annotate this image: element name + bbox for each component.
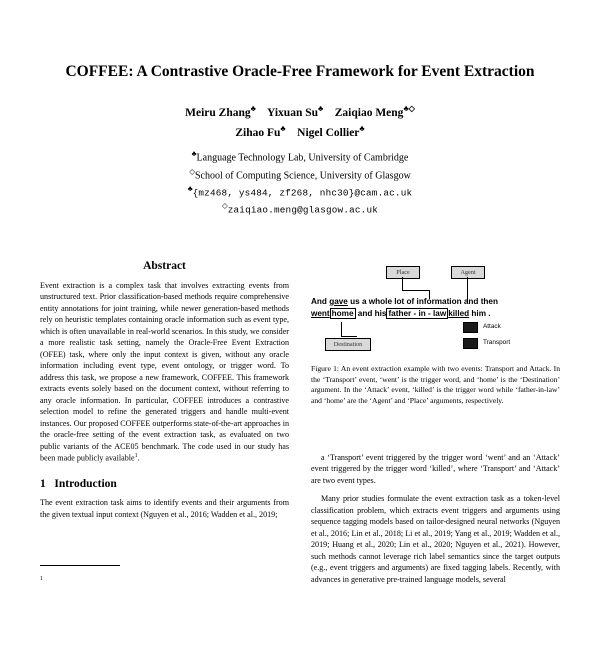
author-name: Yixuan Su: [266, 106, 318, 119]
sentence-token: And: [311, 297, 330, 306]
sentence-token-killed: killed: [448, 308, 470, 318]
author-name: Zaiqiao Meng: [334, 106, 404, 119]
author-affil-symbol: ♣: [359, 123, 365, 133]
affil-symbol: ◇: [221, 201, 228, 211]
figure-connector: [402, 277, 403, 290]
figure-caption: Figure 1: An event extraction example with two events: Transport and Attack. In the ‘Transport’ event, ‘went’ is the trigger word, and ‘home’ is the ‘Destination’ argument. In the ‘Attack’ event, ‘killed’ is the trigger word while ‘father-in-law’ and ‘home’ are the ‘Agent’ and ‘Place’ arguments, respectively.: [311, 364, 560, 405]
affiliations: [0, 148, 600, 217]
right-paragraph-2: Many prior studies formulate the event extraction task as a token-level classification problem, which extracts event triggers and arguments using sequence tagging models based on tailor-designed neural networks (Nguyen et al., 2016; Lin et al., 2018; Li et al., 2019; Yang et al., 2019; Wadden et al., 2019; Huang et al., 2020; Lin et al., 2020; Nguyen et al., 2021). However, such methods cannot leverage rich label semantics since the target outputs (e.g., event triggers and arguments) are fixed tagging labels. Recently, with advances in generative pre-trained language models, several: [311, 494, 560, 584]
right-paragraph-1: a ‘Transport’ event triggered by the trigger word ‘went’ and an ‘Attack’ event triggered by the trigger word ‘killed’, where ‘Transport’ and ‘Attack’ are two event types.: [311, 453, 560, 485]
affiliation-line: [0, 166, 600, 183]
author-name: Nigel Collier: [297, 126, 360, 139]
abstract-paragraph: [40, 280, 289, 464]
abstract-text-end: .: [137, 453, 140, 463]
sentence-token-father-in-law: father - in - law: [388, 308, 447, 318]
two-column-body: [40, 260, 560, 592]
affil-symbol: ♣: [191, 149, 197, 159]
abstract-heading: Abstract: [143, 260, 186, 272]
figure-1: [311, 260, 560, 405]
footnote-divider: [40, 565, 120, 566]
legend-swatch-attack: [463, 322, 478, 333]
author-line-2: [0, 123, 600, 143]
legend-label-transport: Transport: [483, 339, 511, 346]
author-affil-symbol: ♣: [280, 123, 286, 133]
author-line-1: [0, 103, 600, 123]
legend-label-attack: Attack: [483, 323, 501, 330]
figure-label-destination: Destination: [325, 338, 371, 351]
figure-connector: [341, 322, 342, 336]
sentence-token-gave: gave: [329, 297, 348, 306]
figure-sentence: [311, 296, 560, 320]
figure-label-place: Place: [386, 266, 420, 279]
affiliation-text: School of Computing Science, University of Glasgow: [194, 170, 411, 182]
figure-label-agent: Agent: [451, 266, 485, 279]
affil-symbol: ◇: [189, 166, 195, 176]
page-title: COFFEE: A Contrastive Oracle-Free Framework for Event Extraction: [65, 63, 535, 80]
email-line: [0, 200, 600, 217]
figure-connector: [341, 336, 357, 337]
left-column: [40, 260, 289, 592]
section-heading-introduction: [40, 478, 289, 490]
affiliation-line: [0, 148, 600, 165]
section-number: 1: [40, 478, 46, 491]
intro-paragraph: The event extraction task aims to identify events and their arguments from the given textual input context (Nguyen et al., 2016; Wadden et al., 2019;: [40, 498, 289, 519]
author-list: [0, 103, 600, 142]
footnote-number: 1: [40, 575, 43, 582]
email-line: [0, 183, 600, 200]
footnote: [40, 576, 289, 587]
author-affil-symbol: ♣: [250, 104, 256, 114]
footnote-marker: 1: [134, 453, 138, 460]
sentence-token-went: went: [311, 308, 330, 318]
paper-page: [0, 62, 600, 662]
right-column: [311, 260, 560, 592]
sentence-token: him .: [469, 308, 491, 318]
affil-symbol: ♣: [187, 184, 193, 194]
email-address: zaiqiao.meng@glasgow.ac.uk: [227, 204, 379, 216]
author-name: Zihao Fu: [235, 126, 281, 139]
author-name: Meiru Zhang: [185, 106, 251, 119]
figure-connector: [402, 290, 429, 291]
email-address: {mz468, ys484, zf268, nhc30}@cam.ac.uk: [192, 187, 413, 199]
author-affil-symbol: ◇: [408, 104, 415, 114]
affiliation-text: Language Technology Lab, University of Cambridge: [196, 152, 409, 164]
author-affil-symbol: ♣: [403, 104, 409, 114]
sentence-token: and his: [355, 308, 387, 318]
sentence-token-home: home: [331, 308, 354, 318]
section-title: Introduction: [54, 478, 117, 491]
sentence-token: us a whole lot of information and then: [347, 297, 498, 306]
legend-swatch-transport: [463, 338, 478, 349]
author-affil-symbol: ♣: [318, 104, 324, 114]
abstract-text: Event extraction is a complex task that involves extracting events from unstructured text. Prior classification-based methods require comprehensive entity annotations for joint training, while newer generation-based methods rely on heuristic templates containing oracle information such as event type, which is often unavailable in real-world scenarios. In this study, we consider a more realistic task setting, namely the Oracle-Free Event Extraction (OFEE) task, where only the input context is given, without any oracle information including event type, event ontology, or trigger word. To address this task, we propose a new framework, COFFEE. This framework extracts events solely based on the document context, without referring to any oracle information. In particular, COFFEE introduces a contrastive selection model to refine the generated triggers and handle multi-event instances. Our proposed COFFEE outperforms state-of-the-art approaches in the oracle-free setting of the event extraction task, as evaluated on two public variants of the ACE05 benchmark. The code used in our study has been made publicly available: [40, 281, 289, 463]
